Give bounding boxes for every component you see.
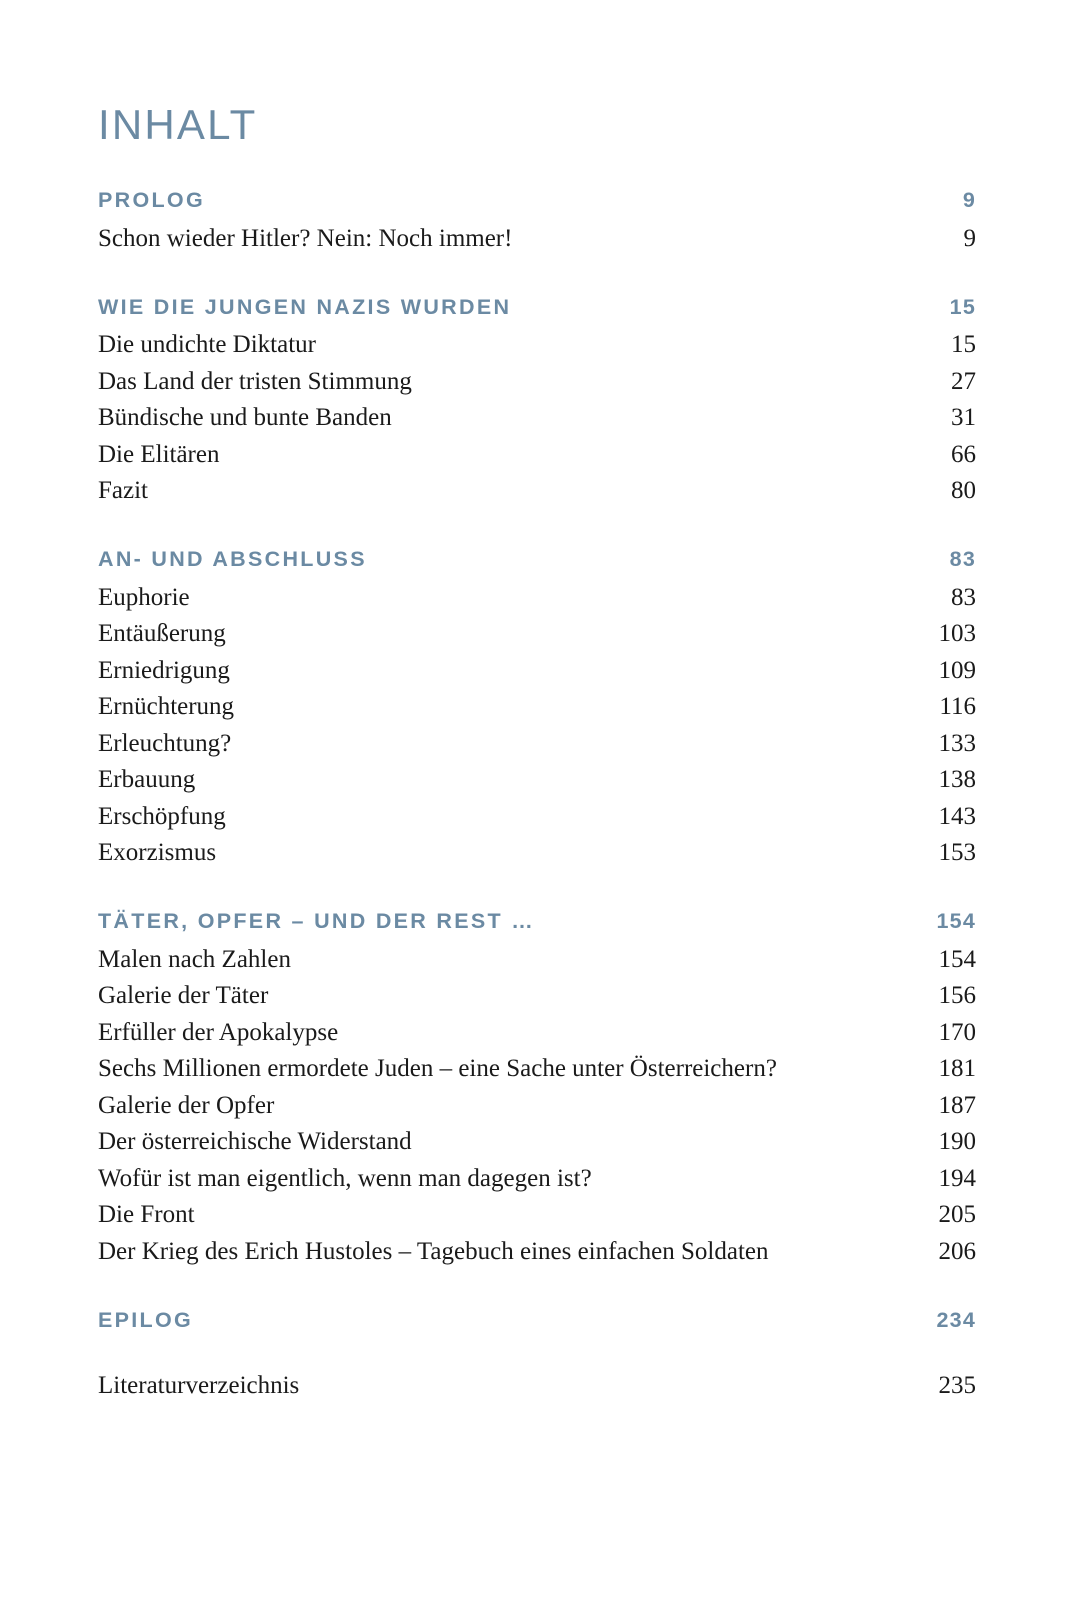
toc-entry[interactable] xyxy=(98,658,976,683)
toc-entry-page-number: 138 xyxy=(938,766,976,793)
toc-entry-label: Galerie der Opfer xyxy=(98,1091,275,1119)
toc-entry-page-number: 133 xyxy=(938,729,976,757)
toc-section xyxy=(98,911,976,1264)
toc-entry-page-number: 187 xyxy=(938,1091,976,1119)
toc-entry-page-number: 170 xyxy=(938,1018,976,1046)
toc-entry-page-number: 154 xyxy=(938,945,976,973)
toc-entry-page-number: 83 xyxy=(951,583,976,611)
section-header-page-number: 154 xyxy=(936,909,976,933)
toc-section xyxy=(98,190,976,251)
table-of-contents xyxy=(98,101,976,1399)
section-header-label: AN- UND ABSCHLUSS xyxy=(98,547,367,571)
toc-entry-label: Exorzismus xyxy=(98,839,217,866)
section-header-label: TÄTER, OPFER – UND DER REST … xyxy=(98,909,536,933)
toc-entry-page-number: 27 xyxy=(951,367,976,395)
toc-entry-label: Fazit xyxy=(98,477,148,504)
toc-entry[interactable] xyxy=(98,1020,976,1045)
toc-entry[interactable] xyxy=(98,840,976,865)
toc-entry-page-number: 31 xyxy=(951,404,976,431)
toc-entry[interactable] xyxy=(98,1093,976,1118)
toc-entry[interactable] xyxy=(98,585,976,610)
toc-entry-label: Die Elitären xyxy=(98,440,220,468)
toc-entry-label: Erleuchtung? xyxy=(98,729,232,757)
toc-entry-label: Sechs Millionen ermordete Juden – eine Sache unter Österreichern? xyxy=(98,1055,777,1082)
toc-entry[interactable] xyxy=(98,621,976,646)
section-header-label: PROLOG xyxy=(98,188,205,212)
toc-entry-page-number: 116 xyxy=(939,693,976,720)
toc-entry[interactable] xyxy=(98,983,976,1008)
toc-section xyxy=(98,294,976,504)
section-header-page-number: 15 xyxy=(949,294,976,319)
toc-entry[interactable] xyxy=(98,478,976,503)
toc-entry[interactable] xyxy=(98,694,976,719)
toc-entry[interactable] xyxy=(98,1239,976,1264)
toc-entry-page-number: 103 xyxy=(938,620,976,647)
toc-entry-page-number: 194 xyxy=(938,1164,976,1192)
toc-section-header[interactable] xyxy=(98,190,976,212)
toc-entry-label: Die Front xyxy=(98,1201,195,1228)
toc-entry-page-number: 153 xyxy=(938,839,976,866)
toc-entry-page-number: 206 xyxy=(938,1237,976,1265)
page-title: INHALT xyxy=(98,101,258,148)
toc-entry-label: Ernüchterung xyxy=(98,693,235,720)
toc-entry-label: Erfüller der Apokalypse xyxy=(98,1018,339,1046)
toc-entry-page-number: 143 xyxy=(938,802,976,830)
toc-entry[interactable] xyxy=(98,767,976,792)
toc-entry-label: Erschöpfung xyxy=(98,802,226,830)
toc-entry[interactable] xyxy=(98,226,976,251)
toc-entry[interactable] xyxy=(98,804,976,829)
toc-entry[interactable] xyxy=(98,332,976,357)
toc-entry-label: Die undichte Diktatur xyxy=(98,331,316,358)
toc-entry-page-number: 80 xyxy=(951,477,976,504)
section-header-label: EPILOG xyxy=(98,1307,194,1332)
toc-entry-label: Bündische und bunte Banden xyxy=(98,404,392,431)
section-header-label: WIE DIE JUNGEN NAZIS WURDEN xyxy=(98,294,512,319)
toc-section-header[interactable] xyxy=(98,911,976,933)
toc-entry[interactable] xyxy=(98,369,976,394)
toc-entry-page-number: 15 xyxy=(951,331,976,358)
toc-entry-label: Der Krieg des Erich Hustoles – Tagebuch eines einfachen Soldaten xyxy=(98,1237,769,1265)
toc-entry-page-number: 109 xyxy=(938,656,976,684)
toc-entry-label: Erbauung xyxy=(98,766,196,793)
toc-entry-page-number: 190 xyxy=(938,1128,976,1155)
toc-entry[interactable] xyxy=(98,442,976,467)
section-header-page-number: 9 xyxy=(962,188,976,212)
section-header-page-number: 83 xyxy=(949,547,976,571)
toc-entry-label: Das Land der tristen Stimmung xyxy=(98,367,412,395)
toc-entry-label: Literaturverzeichnis xyxy=(98,1372,300,1399)
toc-entry-label: Der österreichische Widerstand xyxy=(98,1128,412,1155)
toc-entry-page-number: 235 xyxy=(938,1372,976,1399)
toc-entry-label: Entäußerung xyxy=(98,620,226,647)
toc-entry-label: Malen nach Zahlen xyxy=(98,945,291,973)
toc-section xyxy=(98,549,976,865)
toc-sections xyxy=(98,190,976,1331)
toc-entry[interactable] xyxy=(98,1166,976,1191)
toc-entry[interactable] xyxy=(98,731,976,756)
toc-entry[interactable] xyxy=(98,947,976,972)
toc-entry-label: Wofür ist man eigentlich, wenn man dagegen ist? xyxy=(98,1164,592,1192)
toc-entry[interactable] xyxy=(98,1056,976,1081)
toc-entry[interactable] xyxy=(98,1129,976,1154)
section-header-page-number: 234 xyxy=(936,1307,976,1332)
toc-entry-page-number: 181 xyxy=(938,1055,976,1082)
toc-entry-page-number: 156 xyxy=(938,982,976,1009)
toc-entry[interactable] xyxy=(98,1373,976,1398)
toc-entry-page-number: 9 xyxy=(963,224,976,252)
toc-entry-label: Schon wieder Hitler? Nein: Noch immer! xyxy=(98,224,513,252)
toc-section-header[interactable] xyxy=(98,294,976,319)
toc-section-header[interactable] xyxy=(98,549,976,571)
toc-entry-label: Euphorie xyxy=(98,583,190,611)
toc-entry[interactable] xyxy=(98,1202,976,1227)
toc-entry-label: Erniedrigung xyxy=(98,656,230,684)
toc-section-header[interactable] xyxy=(98,1307,976,1332)
toc-entry-page-number: 66 xyxy=(951,440,976,468)
toc-entry-page-number: 205 xyxy=(938,1201,976,1228)
toc-section xyxy=(98,1307,976,1332)
toc-entry[interactable] xyxy=(98,405,976,430)
toc-entry-label: Galerie der Täter xyxy=(98,982,269,1009)
toc-standalone-entries xyxy=(98,1373,976,1398)
